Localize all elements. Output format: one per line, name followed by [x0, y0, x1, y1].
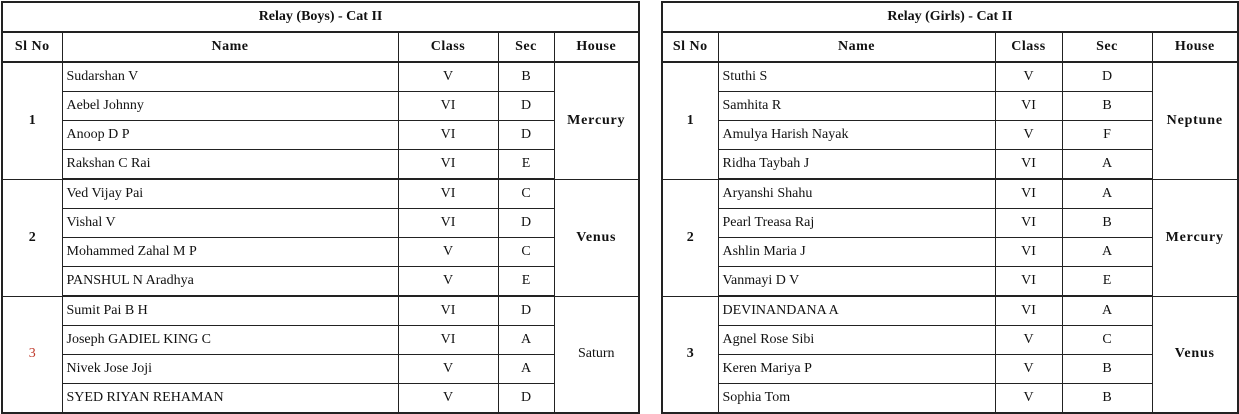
- table-row: [2, 92, 639, 121]
- team-house: Mercury: [554, 62, 639, 179]
- member-sec: D: [1062, 62, 1152, 92]
- table-row: [2, 150, 639, 180]
- member-sec: A: [498, 326, 554, 355]
- team-sl-no: 1: [2, 62, 62, 179]
- member-sec: C: [498, 238, 554, 267]
- member-class: V: [398, 238, 498, 267]
- member-class: VI: [995, 209, 1062, 238]
- member-sec: E: [498, 267, 554, 297]
- member-name: Rakshan C Rai: [62, 150, 398, 180]
- girls-table-title: Relay (Girls) - Cat II: [662, 2, 1238, 32]
- header-house: House: [554, 32, 639, 62]
- member-sec: F: [1062, 121, 1152, 150]
- member-name: Aebel Johnny: [62, 92, 398, 121]
- member-sec: A: [1062, 150, 1152, 180]
- member-name: Nivek Jose Joji: [62, 355, 398, 384]
- member-sec: C: [1062, 326, 1152, 355]
- member-class: VI: [995, 179, 1062, 209]
- header-class: Class: [995, 32, 1062, 62]
- team-sl-no: 2: [662, 179, 718, 296]
- member-class: V: [995, 384, 1062, 414]
- member-name: Anoop D P: [62, 121, 398, 150]
- member-sec: D: [498, 296, 554, 326]
- table-row: [2, 355, 639, 384]
- member-name: Vishal V: [62, 209, 398, 238]
- member-name: Ashlin Maria J: [718, 238, 995, 267]
- member-class: V: [995, 62, 1062, 92]
- table-row: [662, 355, 1238, 384]
- team-sl-no: 2: [2, 179, 62, 296]
- member-class: V: [398, 384, 498, 414]
- member-class: V: [995, 121, 1062, 150]
- table-row: [662, 62, 1238, 92]
- member-name: Pearl Treasa Raj: [718, 209, 995, 238]
- table-row: [662, 238, 1238, 267]
- table-row: [662, 267, 1238, 297]
- member-name: SYED RIYAN REHAMAN: [62, 384, 398, 414]
- member-sec: D: [498, 121, 554, 150]
- member-sec: C: [498, 179, 554, 209]
- table-row: [662, 179, 1238, 209]
- member-sec: D: [498, 209, 554, 238]
- member-class: VI: [398, 121, 498, 150]
- member-class: VI: [398, 179, 498, 209]
- member-name: Vanmayi D V: [718, 267, 995, 297]
- member-name: Joseph GADIEL KING C: [62, 326, 398, 355]
- member-name: Sudarshan V: [62, 62, 398, 92]
- member-sec: A: [1062, 179, 1152, 209]
- member-name: PANSHUL N Aradhya: [62, 267, 398, 297]
- table-row: [2, 384, 639, 414]
- member-sec: A: [498, 355, 554, 384]
- table-row: [2, 267, 639, 297]
- member-class: VI: [398, 326, 498, 355]
- header-house: House: [1152, 32, 1238, 62]
- member-class: VI: [398, 150, 498, 180]
- member-sec: E: [1062, 267, 1152, 297]
- boys-table-title: Relay (Boys) - Cat II: [2, 2, 639, 32]
- member-sec: E: [498, 150, 554, 180]
- member-name: Ridha Taybah J: [718, 150, 995, 180]
- header-class: Class: [398, 32, 498, 62]
- table-row: [2, 209, 639, 238]
- member-sec: B: [1062, 92, 1152, 121]
- member-name: Ved Vijay Pai: [62, 179, 398, 209]
- member-sec: D: [498, 384, 554, 414]
- member-sec: B: [498, 62, 554, 92]
- team-house: Venus: [554, 179, 639, 296]
- team-sl-no: 1: [662, 62, 718, 179]
- header-sl-no: Sl No: [2, 32, 62, 62]
- member-sec: D: [498, 92, 554, 121]
- table-row: [2, 62, 639, 92]
- table-row: [662, 384, 1238, 414]
- table-row: [2, 179, 639, 209]
- team-house: Venus: [1152, 296, 1238, 413]
- team-sl-no: 3: [662, 296, 718, 413]
- member-name: DEVINANDANA A: [718, 296, 995, 326]
- table-row: [662, 296, 1238, 326]
- member-class: V: [398, 267, 498, 297]
- member-class: VI: [398, 209, 498, 238]
- member-class: V: [398, 355, 498, 384]
- table-row: [2, 326, 639, 355]
- member-name: Samhita R: [718, 92, 995, 121]
- member-sec: A: [1062, 238, 1152, 267]
- table-row: [662, 150, 1238, 180]
- table-row: [2, 121, 639, 150]
- member-class: VI: [995, 267, 1062, 297]
- header-sec: Sec: [498, 32, 554, 62]
- table-row: [662, 121, 1238, 150]
- member-class: VI: [995, 92, 1062, 121]
- table-row: [662, 92, 1238, 121]
- table-row: [662, 209, 1238, 238]
- member-sec: A: [1062, 296, 1152, 326]
- member-class: V: [995, 355, 1062, 384]
- member-class: V: [995, 326, 1062, 355]
- team-house: Mercury: [1152, 179, 1238, 296]
- member-class: V: [398, 62, 498, 92]
- member-name: Agnel Rose Sibi: [718, 326, 995, 355]
- member-sec: B: [1062, 384, 1152, 414]
- member-class: VI: [398, 92, 498, 121]
- table-row: [2, 296, 639, 326]
- header-sec: Sec: [1062, 32, 1152, 62]
- member-sec: B: [1062, 355, 1152, 384]
- member-sec: B: [1062, 209, 1152, 238]
- header-name: Name: [718, 32, 995, 62]
- member-name: Stuthi S: [718, 62, 995, 92]
- team-house: Neptune: [1152, 62, 1238, 179]
- girls-relay-table: [661, 1, 1239, 414]
- header-name: Name: [62, 32, 398, 62]
- member-name: Keren Mariya P: [718, 355, 995, 384]
- team-sl-no: 3: [2, 296, 62, 413]
- member-class: VI: [995, 150, 1062, 180]
- boys-relay-table: [1, 1, 640, 414]
- member-name: Amulya Harish Nayak: [718, 121, 995, 150]
- table-row: [2, 238, 639, 267]
- table-row: [662, 326, 1238, 355]
- member-class: VI: [995, 296, 1062, 326]
- member-class: VI: [398, 296, 498, 326]
- member-name: Sophia Tom: [718, 384, 995, 414]
- member-name: Mohammed Zahal M P: [62, 238, 398, 267]
- member-class: VI: [995, 238, 1062, 267]
- member-name: Sumit Pai B H: [62, 296, 398, 326]
- team-house: Saturn: [554, 296, 639, 413]
- member-name: Aryanshi Shahu: [718, 179, 995, 209]
- header-sl-no: Sl No: [662, 32, 718, 62]
